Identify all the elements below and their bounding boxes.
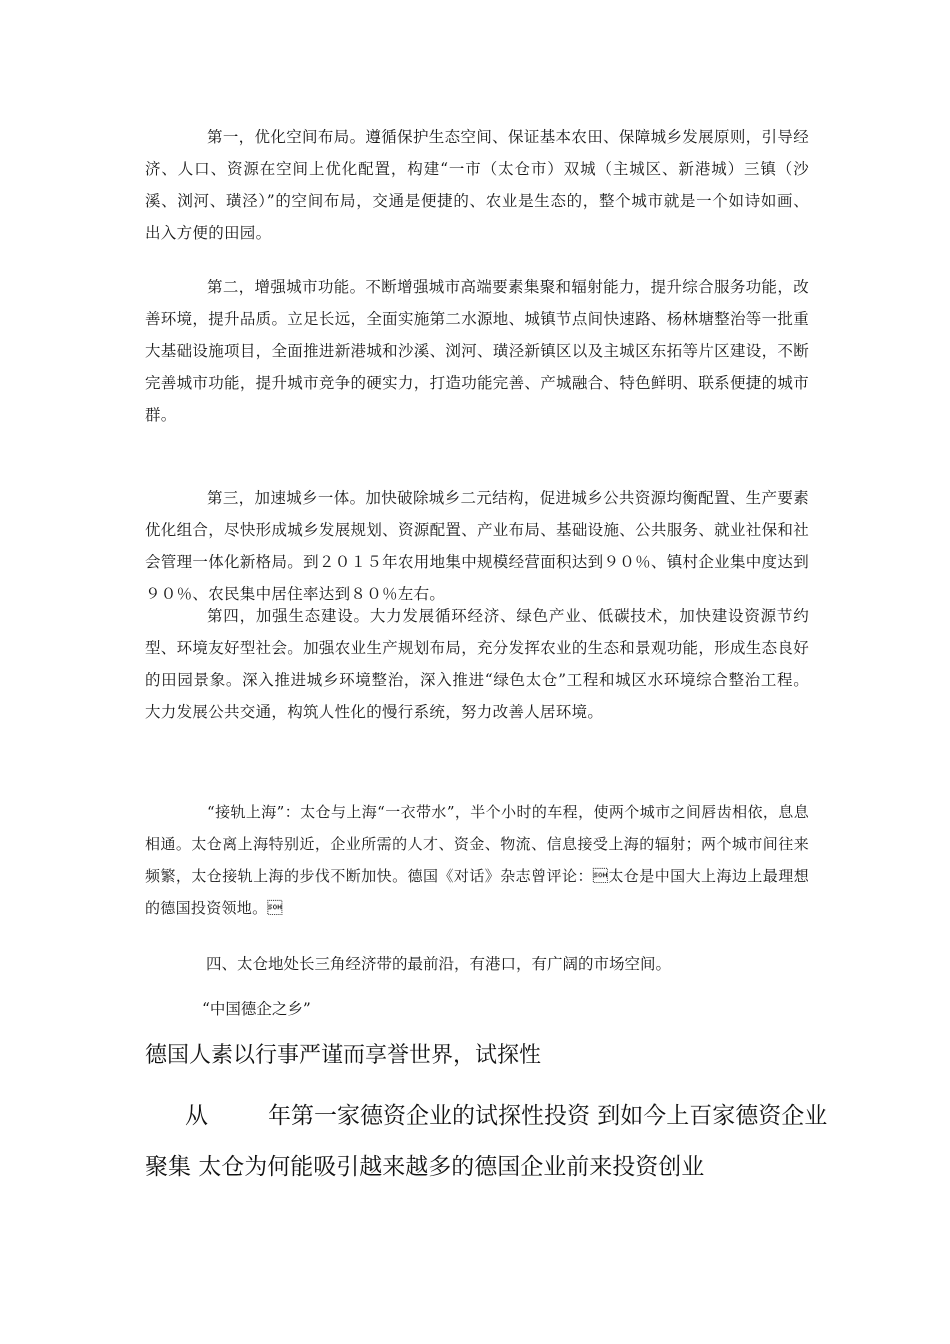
heading-germans: 德国人素以行事严谨而享誉世界，试探性 bbox=[145, 1043, 542, 1068]
paragraph-ecology: 第四，加强生态建设。大力发展循环经济、绿色产业、低碳技术，加快建设资源节约型、环境友好型社会。加强农业生产规划布局，充分发挥农业的生态和景观功能，形成生态良好的田园景象。深入推进城乡环境整治，深入推进“绿色太仓”工程和城区水环境综合整治工程。大力发展公共交通，构筑人性化的慢行系统，努力改善人居环境。 bbox=[145, 607, 809, 721]
line-point-four: 四、太仓地处长三角经济带的最前沿，有港口，有广阔的市场空间。 bbox=[206, 955, 672, 973]
heading-why-taicang: 聚集 太仓为何能吸引越来越多的德国企业前来投资创业 bbox=[145, 1154, 705, 1180]
heading-from: 从 bbox=[185, 1103, 208, 1129]
paragraph-urban-rural: 第三，加速城乡一体。加快破除城乡二元结构，促进城乡公共资源均衡配置、生产要素优化组合，尽快形成城乡发展规划、资源配置、产业布局、基础设施、公共服务、就业社保和社会管理一体化新格局。到２０１５年农用地集中规模经营面积达到９０％、镇村企业集中度达到９０％、农民集中居住率达到８０％左右。 bbox=[145, 489, 809, 603]
heading-first-investment: 年第一家德资企业的试探性投资 到如今上百家德资企业 bbox=[268, 1103, 828, 1129]
paragraph-city-function: 第二，增强城市功能。不断增强城市高端要素集聚和辐射能力，提升综合服务功能，改善环境，提升品质。立足长远，全面实施第二水源地、城镇节点间快速路、杨林塘整治等一批重大基础设施项目，全面推进新港城和沙溪、浏河、璜泾新镇区以及主城区东拓等片区建设，不断完善城市功能，提升城市竞争的硬实力，打造功能完善、产城融合、特色鲜明、联系便捷的城市群。 bbox=[145, 278, 809, 424]
line-germany-town: “中国德企之乡” bbox=[202, 1000, 311, 1018]
paragraph-spatial-layout: 第一，优化空间布局。遵循保护生态空间、保证基本农田、保障城乡发展原则，引导经济、人口、资源在空间上优化配置，构建“一市（太仓市）双城（主城区、新港城）三镇（沙溪、浏河、璜泾）”的空间布局，交通是便捷的、农业是生态的，整个城市就是一个如诗如画、出入方便的田园。 bbox=[145, 128, 809, 242]
paragraph-shanghai: “接轨上海”：太仓与上海“一衣带水”，半个小时的车程，使两个城市之间唇齿相依，息息相通。太仓离上海特别近，企业所需的人才、资金、物流、信息接受上海的辐射；两个城市间往来频繁，太仓接轨上海的步伐不断加快。德国《对话》杂志曾评论：太仓是中国大上海边上最理想的德国投资领地。 bbox=[145, 803, 809, 917]
